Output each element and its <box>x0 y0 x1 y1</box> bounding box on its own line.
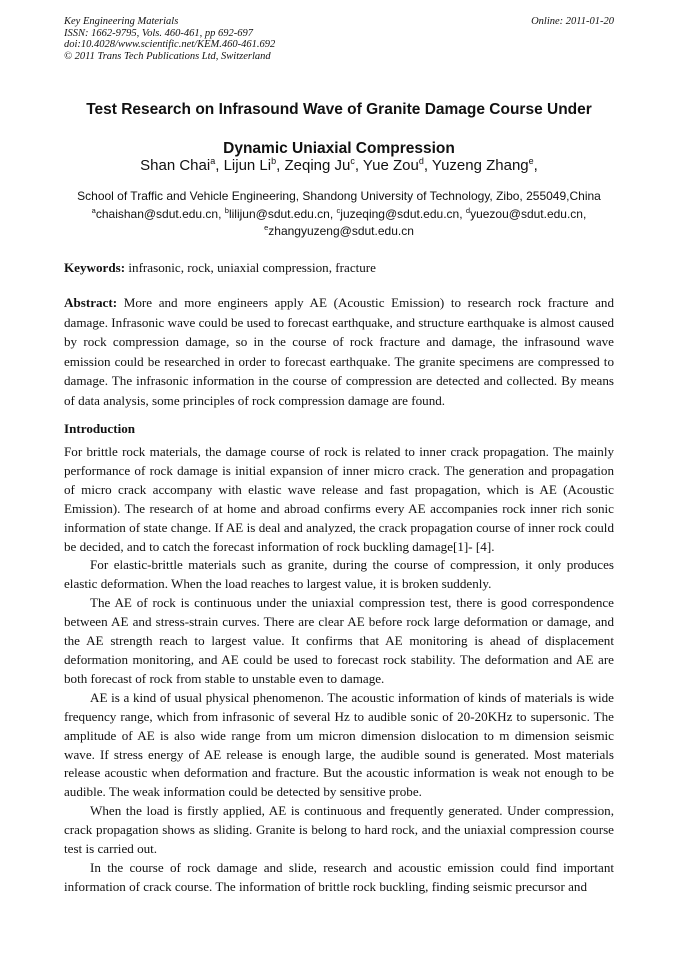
paragraph: When the load is firstly applied, AE is continuous and frequently generated. Under compression, crack propagation shows as sliding. Granite is belong to hard rock, and the uniaxial compression course test is carried out. <box>64 803 614 857</box>
section-heading: Introduction <box>64 421 136 436</box>
keywords <box>64 259 614 277</box>
author: Yue Zou$^d$, <box>362 156 432 174</box>
affiliation-block <box>40 188 638 241</box>
abstract-label: Abstract: <box>64 295 118 310</box>
author: Shan Chai$^a$, <box>140 156 224 174</box>
paragraph: AE is a kind of usual physical phenomenon. The acoustic information of kinds of materials is wide frequency range, which from infrasonic of several Hz to audible sonic of 20-20KHz to supersonic. The amplitude of AE is also wide range from um micron dimension dislocation to m dimension seismic wave. If stress energy of AE release is enough large, the audible sound is generated. Most materials release acoustic when deformation and fracture. But the acoustic information is weak not enough to be audible. The weak information could be detected by sensitive probe. <box>64 689 614 800</box>
author-list <box>40 157 638 175</box>
keywords-label: Keywords: <box>64 260 126 275</box>
email[interactable]: $^a$chaishan@sdut.edu.cn, <box>91 205 225 221</box>
journal-header <box>64 16 614 62</box>
paragraph: The AE of rock is continuous under the uniaxial compression test, there is good correspondence between AE and stress-strain curves. There are clear AE before rock large deformation or damage, and the AE strength reach to largest value. It confirms that AE monitoring is ahead of displacement deformation monitoring, and AE could be used to forecast rock stability. The deformation and AE are both forecast of rock from stable to unstable even to damage. <box>64 595 614 686</box>
abstract-text: More and more engineers apply AE (Acoustic Emission) to research rock fracture and damage. Infrasonic wave could be used to forecast earthquake, and structure earthquake is almost caused by rock compression damage, so in the course of rock fracture and damage, the infrasound wave emission could be researched in order to forecast earthquake. The granite specimens are compressed to damage. The infrasonic information in the course of compression are detected and collected. By means of data analysis, some principles of rock compression damage are found. <box>64 295 614 408</box>
doi-line: doi:10.4028/www.scientific.net/KEM.460-461.692 <box>64 39 276 50</box>
email-line-1 <box>40 206 638 224</box>
title-line-1: Test Research on Infrasound Wave of Granite Damage Course Under <box>86 101 592 118</box>
keywords-text: infrasonic, rock, uniaxial compression, fracture <box>125 260 376 275</box>
email[interactable]: $^e$zhangyuzeng@sdut.edu.cn <box>264 223 414 238</box>
author: Zeqing Ju$^c$, <box>284 156 363 174</box>
paragraph: For brittle rock materials, the damage course of rock is related to inner crack propagation. The mainly performance of rock damage is initial expansion of inner micro crack. The generation and propagation of micro crack accompany with elastic wave release and fast propagation, which is AE (Acoustic Emission). The research of at home and abroad confirms every AE accompanies rock inner rich sonic information of state change. If AE is deal and analyzed, the crack propagation course of inner rock could be decided, and to catch the forecast information of rock buckling damage[1]- [4]. <box>64 444 614 554</box>
online-date: Online: 2011-01-20 <box>531 16 614 27</box>
author: Lijun Li$^b$, <box>223 156 285 174</box>
email-line-2 <box>40 223 638 241</box>
introduction-body <box>64 443 614 897</box>
journal-name: Key Engineering Materials <box>64 16 179 27</box>
copyright-line: © 2011 Trans Tech Publications Ltd, Switzerland <box>64 50 271 62</box>
issn-line: ISSN: 1662-9795, Vols. 460-461, pp 692-697 <box>64 27 253 39</box>
institution: School of Traffic and Vehicle Engineering, Shandong University of Technology, Zibo, 255049,China <box>77 189 601 203</box>
email[interactable]: $^c$juzeqing@sdut.edu.cn, <box>336 205 466 221</box>
email[interactable]: $^b$lilijun@sdut.edu.cn, <box>224 205 337 221</box>
abstract <box>64 293 614 411</box>
email[interactable]: $^d$yuezou@sdut.edu.cn, <box>465 205 587 221</box>
title-line-2: Dynamic Uniaxial Compression <box>223 140 455 157</box>
paragraph: For elastic-brittle materials such as granite, during the course of compression, it only produces elastic deformation. When the load reaches to largest value, it is broken suddenly. <box>64 557 614 592</box>
author: Yuzeng Zhang$^e$, <box>431 156 538 174</box>
paragraph: In the course of rock damage and slide, research and acoustic emission could find important information of crack course. The information of brittle rock buckling, finding seismic precursor and <box>64 859 614 894</box>
